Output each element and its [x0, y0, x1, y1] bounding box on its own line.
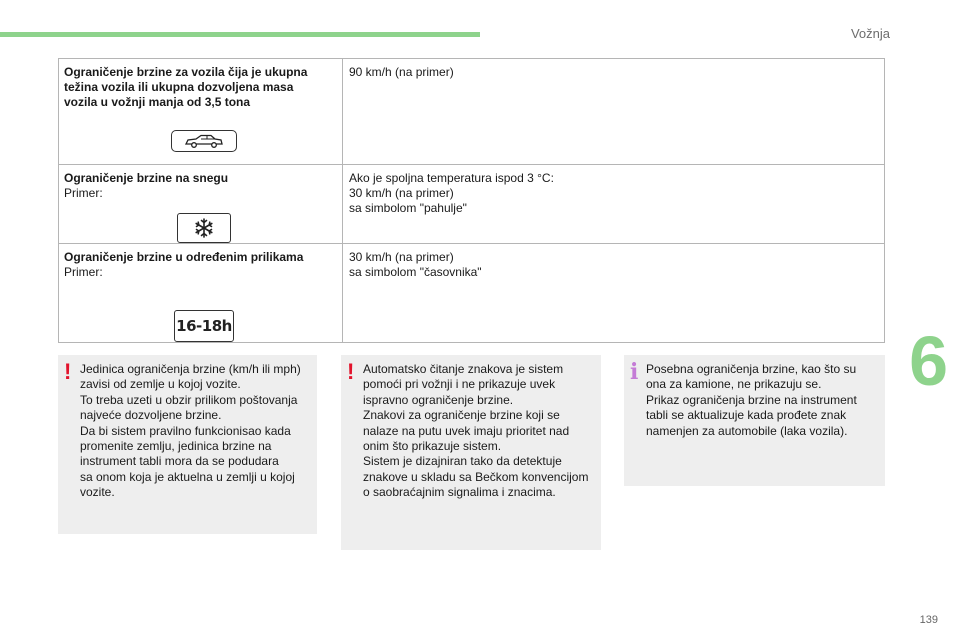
row-value-line: Ako je spoljna temperatura ispod 3 °C: [349, 171, 554, 185]
notice-line: pomoći pri vožnji i ne prikazuje uvek [363, 377, 556, 392]
notice-line: To treba uzeti u obzir prilikom poštovanja [80, 392, 298, 407]
notice-line: Jedinica ograničenja brzine (km/h ili mph) [80, 362, 301, 376]
row-title-line: vozila u vožnji manja od 3,5 tona [64, 95, 251, 109]
table-cell-value [343, 244, 885, 343]
notice-line: Automatsko čitanje znakova je sistem [363, 362, 564, 376]
table-cell-label [59, 165, 343, 244]
info-notice-special-limits [624, 355, 885, 486]
notice-line: sa onom koja je aktuelna u zemlji u kojoj [80, 469, 295, 484]
car-icon [184, 134, 224, 148]
notice-line: Posebna ograničenja brzine, kao što su [646, 362, 857, 376]
notice-line: znakove u skladu sa Bečkom konvencijom [363, 469, 589, 484]
header-accent-bar [0, 32, 480, 37]
table-row [59, 59, 885, 165]
time-window-sign-icon [174, 310, 234, 342]
row-title: Ograničenje brzine na snegu [64, 171, 229, 185]
warning-icon: ! [64, 359, 72, 384]
row-value-line: 90 km/h (na primer) [349, 65, 454, 79]
page-number: 139 [919, 614, 938, 626]
row-title-line: Ograničenje brzine za vozila čija je ukupna [64, 65, 308, 79]
notice-line: Sistem je dizajniran tako da detektuje [363, 454, 562, 469]
warning-notice-sign-reading [341, 355, 601, 550]
table-cell-label [59, 244, 343, 343]
row-value-line: 30 km/h (na primer) [349, 186, 454, 200]
row-title-line: težina vozila ili ukupna dozvoljena masa [64, 80, 294, 94]
notice-line: namenjen za automobile (laka vozila). [646, 423, 848, 438]
row-title: Ograničenje brzine u određenim prilikama [64, 250, 304, 264]
warning-icon: ! [347, 359, 355, 384]
notice-line: o saobraćajnim signalima i znacima. [363, 485, 556, 500]
table-cell-value [343, 165, 885, 244]
notice-line: Prikaz ograničenja brzine na instrument [646, 392, 857, 407]
notice-line: Da bi sistem pravilno funkcionisao kada [80, 423, 291, 438]
notice-line: promenite zemlju, jedinica brzine na [80, 439, 272, 454]
table-row [59, 244, 885, 343]
notice-line: onim što prikazuje sistem. [363, 439, 502, 454]
chapter-number: 6 [909, 322, 948, 400]
row-subtitle: Primer: [64, 186, 103, 200]
notice-line: Znakovi za ograničenje brzine koji se [363, 408, 560, 423]
notice-line: nalaze na putu uvek imaju prioritet nad [363, 423, 570, 438]
snowflake-sign-icon [177, 213, 231, 243]
table-cell-label [59, 59, 343, 165]
table-cell-value [343, 59, 885, 165]
snowflake-icon [193, 217, 215, 239]
time-window-text: 16-18h [176, 316, 232, 335]
notice-line: zavisi od zemlje u kojoj vozite. [80, 377, 241, 392]
row-value-line: 30 km/h (na primer) [349, 250, 454, 264]
notice-body [646, 362, 879, 439]
row-value-line: sa simbolom "pahulje" [349, 201, 467, 215]
car-sign-icon [171, 130, 237, 152]
section-title: Vožnja [850, 26, 890, 41]
notice-line: vozite. [80, 485, 115, 500]
row-value-line: sa simbolom "časovnika" [349, 265, 482, 279]
table-row [59, 165, 885, 244]
row-subtitle: Primer: [64, 265, 103, 279]
notice-body [363, 362, 595, 501]
notice-line: najveće dozvoljene brzine. [80, 408, 222, 423]
speed-limit-table [58, 58, 885, 343]
warning-notice-units [58, 355, 317, 534]
notice-line: ona za kamione, ne prikazuju se. [646, 377, 822, 392]
notice-line: instrument tabli mora da se podudara [80, 454, 279, 469]
info-icon: i [630, 359, 639, 385]
notice-line: ispravno ograničenje brzine. [363, 392, 514, 407]
notice-body [80, 362, 311, 501]
notice-line: tabli se aktualizuje kada prođete znak [646, 408, 847, 423]
